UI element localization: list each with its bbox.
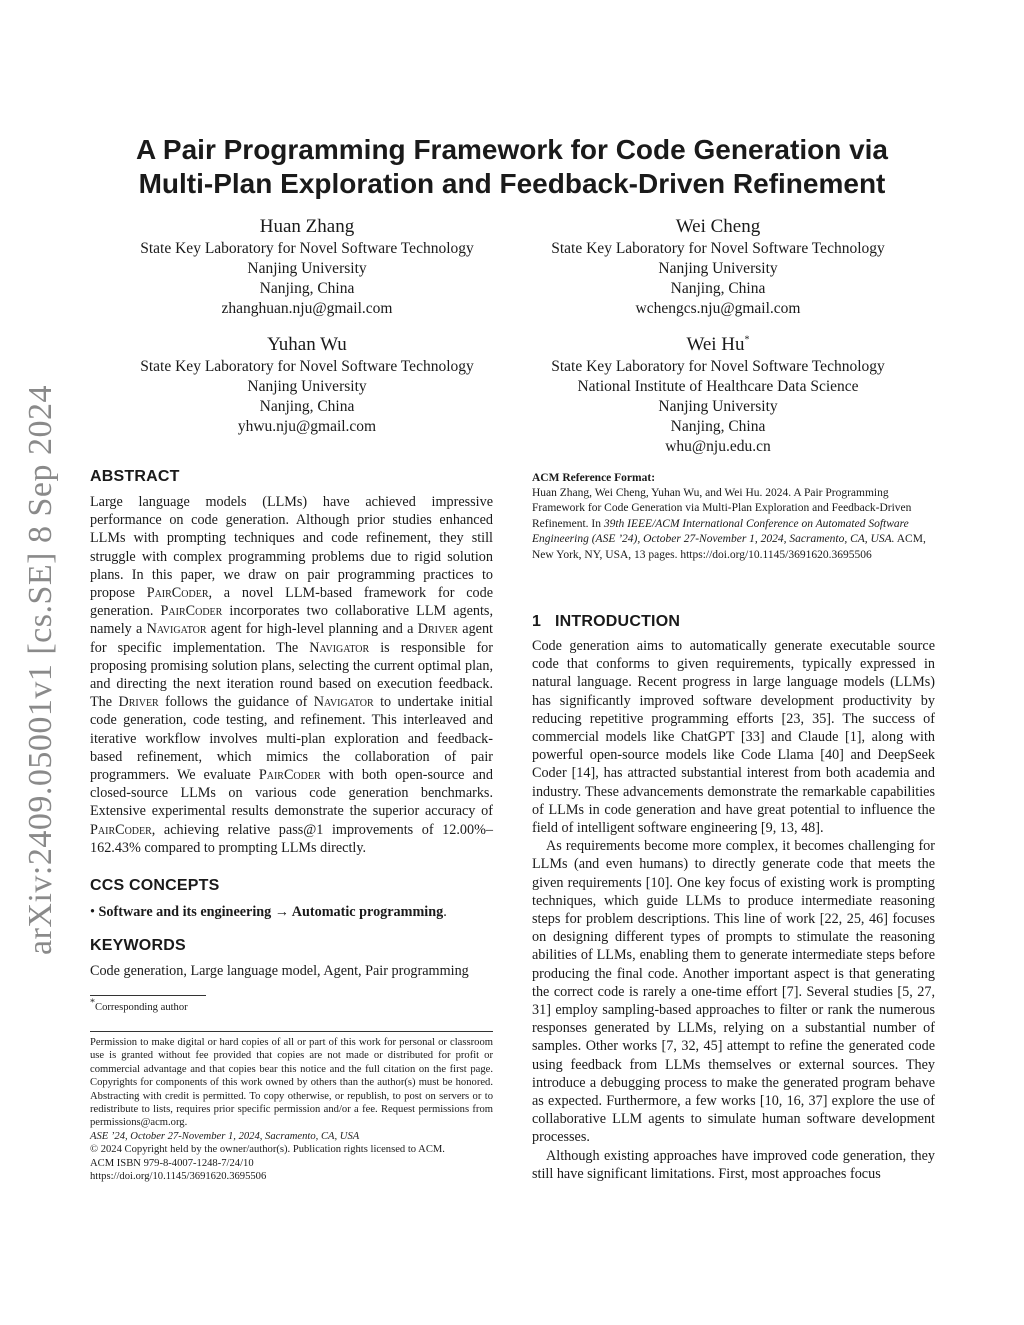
paper-title bbox=[80, 133, 944, 201]
author-email: wchengcs.nju@gmail.com bbox=[635, 300, 801, 317]
keywords-text: Code generation, Large language model, Agent, Pair programming bbox=[90, 963, 469, 979]
ccs-section bbox=[90, 877, 493, 921]
author-institution: Nanjing University bbox=[658, 260, 778, 277]
copyright-line: © 2024 Copyright held by the owner/author(s). Publication rights licensed to ACM. bbox=[90, 1144, 445, 1156]
doi-link[interactable]: https://doi.org/10.1145/3691620.3695506 bbox=[90, 1171, 267, 1183]
introduction-body bbox=[532, 637, 935, 1183]
footnote: *Corresponding author bbox=[90, 997, 188, 1013]
driver-name: Driver bbox=[417, 621, 458, 638]
acm-reference-heading: ACM Reference Format: bbox=[532, 472, 656, 484]
author-block-3 bbox=[97, 334, 517, 437]
author-name: Huan Zhang bbox=[259, 216, 355, 237]
paircoder-name: PairCoder bbox=[90, 821, 152, 838]
author-institution: Nanjing University bbox=[658, 398, 778, 415]
footnote-rule bbox=[90, 995, 206, 996]
navigator-name: Navigator bbox=[313, 694, 374, 711]
keywords-section bbox=[90, 937, 493, 980]
acm-reference bbox=[532, 472, 935, 563]
author-block-2 bbox=[508, 216, 928, 319]
paircoder-name: PairCoder bbox=[146, 585, 209, 602]
author-affiliation: State Key Laboratory for Novel Software Technology bbox=[551, 240, 885, 257]
isbn-line: ACM ISBN 979-8-4007-1248-7/24/10 bbox=[90, 1157, 254, 1169]
author-email: yhwu.nju@gmail.com bbox=[237, 418, 377, 435]
author-location: Nanjing, China bbox=[670, 418, 766, 435]
author-email: whu@nju.edu.cn bbox=[665, 438, 771, 455]
abstract-text: Large language models (LLMs) have achieved impressive performance on code generation. Although prior studies enhanced LLMs with prompting techniques and code refinement, they still struggle with complex programming problems due to rigid solution plans. In this paper, we draw on pair programming practices to propose PairCoder, a novel LLM-based framework for code generation. PairCoder incorporates two collaborative LLM agents, namely a Navigator agent for high-level planning and a Driver agent for specific implementation. The Navigator is responsible for proposing promising solution plans, selecting the current optimal plan, and directing the next iteration round based on execution feedback. The Driver follows the guidance of Navigator to undertake initial code generation, code testing, and refinement. This interleaved and iterative workflow involves multi-plan exploration and feedback-based refinement, which mimics the collaboration of pair programmers. We evaluate PairCoder with both open-source and closed-source LLMs on various code generation benchmarks. Extensive experimental results demonstrate the superior accuracy of PairCoder, achieving relative pass@1 improvements of 12.00%–162.43% compared to prompting LLMs directly. bbox=[90, 494, 494, 856]
corresponding-marker: * bbox=[744, 334, 750, 346]
acm-reference-venue: 39th IEEE/ACM International Conference on Automated Software Engineering (ASE ’24), October 27-November 1, 2024, Sacramento, CA, USA. bbox=[532, 517, 909, 546]
author-location: Nanjing, China bbox=[259, 398, 355, 415]
author-block-4 bbox=[508, 334, 928, 457]
title-line-1: A Pair Programming Framework for Code Generation via bbox=[135, 134, 889, 165]
keywords-heading: KEYWORDS bbox=[90, 937, 186, 954]
ccs-concept: Software and its engineering → Automatic programming bbox=[98, 904, 444, 920]
ccs-concept-line: • Software and its engineering → Automatic programming. bbox=[90, 904, 447, 920]
permission-block bbox=[90, 1036, 493, 1183]
permission-text: Permission to make digital or hard copies of all or part of this work for personal or classroom use is granted without fee provided that copies are not made or distributed for profit or commercial advantage and that copies bear this notice and the full citation on the first page. Copyrights for components of this work owned by others than the author(s) must be honored. Abstracting with credit is permitted. To copy otherwise, or republish, to post on servers or to redistribute to lists, requires prior specific permission and/or a fee. Request permissions from permissions@acm.org. bbox=[90, 1037, 493, 1129]
author-name: Wei Hu bbox=[686, 334, 745, 355]
author-affiliation: State Key Laboratory for Novel Software Technology bbox=[140, 240, 474, 257]
arxiv-identifier: arXiv:2409.05001v1 [cs.SE] 8 Sep 2024 bbox=[22, 384, 59, 955]
author-affiliation: State Key Laboratory for Novel Software Technology bbox=[140, 358, 474, 375]
driver-name: Driver bbox=[118, 694, 159, 711]
acm-reference-text: Huan Zhang, Wei Cheng, Yuhan Wu, and Wei Hu. 2024. A Pair Programming Framework for Code Generation via Multi-Plan Exploration and Feedback-Driven Refinement. In 39th IEEE/ACM International Conference on Automated Software Engineering (ASE ’24), October 27-November 1, 2024, Sacramento, CA, USA. ACM, New York, NY, USA, 13 pages. https://doi.org/10.1145/3691620.3695506 bbox=[532, 487, 926, 561]
navigator-name: Navigator bbox=[146, 621, 207, 638]
author-location: Nanjing, China bbox=[670, 280, 766, 297]
ccs-heading: CCS CONCEPTS bbox=[90, 877, 220, 894]
author-institution: Nanjing University bbox=[247, 378, 367, 395]
author-name-row bbox=[508, 334, 928, 356]
author-name: Yuhan Wu bbox=[267, 334, 347, 355]
author-name: Wei Cheng bbox=[675, 216, 761, 237]
abstract-section bbox=[90, 468, 493, 857]
permission-rule bbox=[90, 1031, 493, 1032]
conference-venue: ASE ’24, October 27-November 1, 2024, Sacramento, CA, USA bbox=[90, 1130, 360, 1142]
intro-paragraph-3: Although existing approaches have improved code generation, they still have significant limitations. First, most approaches focus bbox=[532, 1147, 935, 1182]
author-institution: Nanjing University bbox=[247, 260, 367, 277]
ccs-bullet: • bbox=[90, 904, 95, 920]
author-email: zhanghuan.nju@gmail.com bbox=[221, 300, 393, 317]
introduction-section bbox=[532, 613, 935, 1183]
navigator-name: Navigator bbox=[309, 639, 370, 656]
author-location: Nanjing, China bbox=[259, 280, 355, 297]
intro-paragraph-2: As requirements become more complex, it becomes challenging for LLMs (and even humans) to directly generate code that meets the given requirements [10]. One key focus of existing work is prompting techniques, which guide LLMs to produce intermediate reasoning steps for problem descriptions. This line of work [22, 25, 46] focuses on designing different types of prompts to stimulate the reasoning abilities of LLMs, enabling them to generate intermediate steps before producing the final code. Another important aspect is that generating the correct code is rarely a one-time effort [7]. Several studies [5, 27, 31] employ sampling-based approaches to filter or rank the numerous responses generated by LLMs, relying on a substantial number of samples. Other works [7, 32, 45] attempt to refine the generated code using feedback from LLMs themselves or external sources. They introduce a debugging process to make the generated program behave as expected. Furthermore, a few works [10, 16, 37] explore the use of collaborative LLM agents to simulate human software development processes. bbox=[532, 838, 935, 1146]
paircoder-name: PairCoder bbox=[258, 767, 321, 784]
abstract-heading: ABSTRACT bbox=[90, 468, 180, 485]
author-affiliation: State Key Laboratory for Novel Software Technology bbox=[551, 358, 885, 375]
author-block-1 bbox=[97, 216, 517, 319]
introduction-heading: 1 INTRODUCTION bbox=[532, 613, 681, 630]
author-affiliation-2: National Institute of Healthcare Data Science bbox=[577, 378, 859, 395]
title-line-2: Multi-Plan Exploration and Feedback-Driven Refinement bbox=[138, 168, 886, 199]
intro-paragraph-1: Code generation aims to automatically generate executable source code that conforms to given requirements, typically expressed in natural language. Recent progress in large language models (LLMs) has significantly improved software development productivity by reducing repetitive programming efforts [23, 35]. The success of commercial models like ChatGPT [33] and Claude [1], along with powerful open-source models like Code Llama [40] and DeepSeek Coder [14], has attracted substantial interest from both academia and industry. These advancements demonstrate the remarkable capabilities of LLMs in code generation and have great potential to influence the field of intelligent software engineering [9, 13, 48]. bbox=[532, 638, 935, 837]
paircoder-name: PairCoder bbox=[160, 603, 223, 620]
